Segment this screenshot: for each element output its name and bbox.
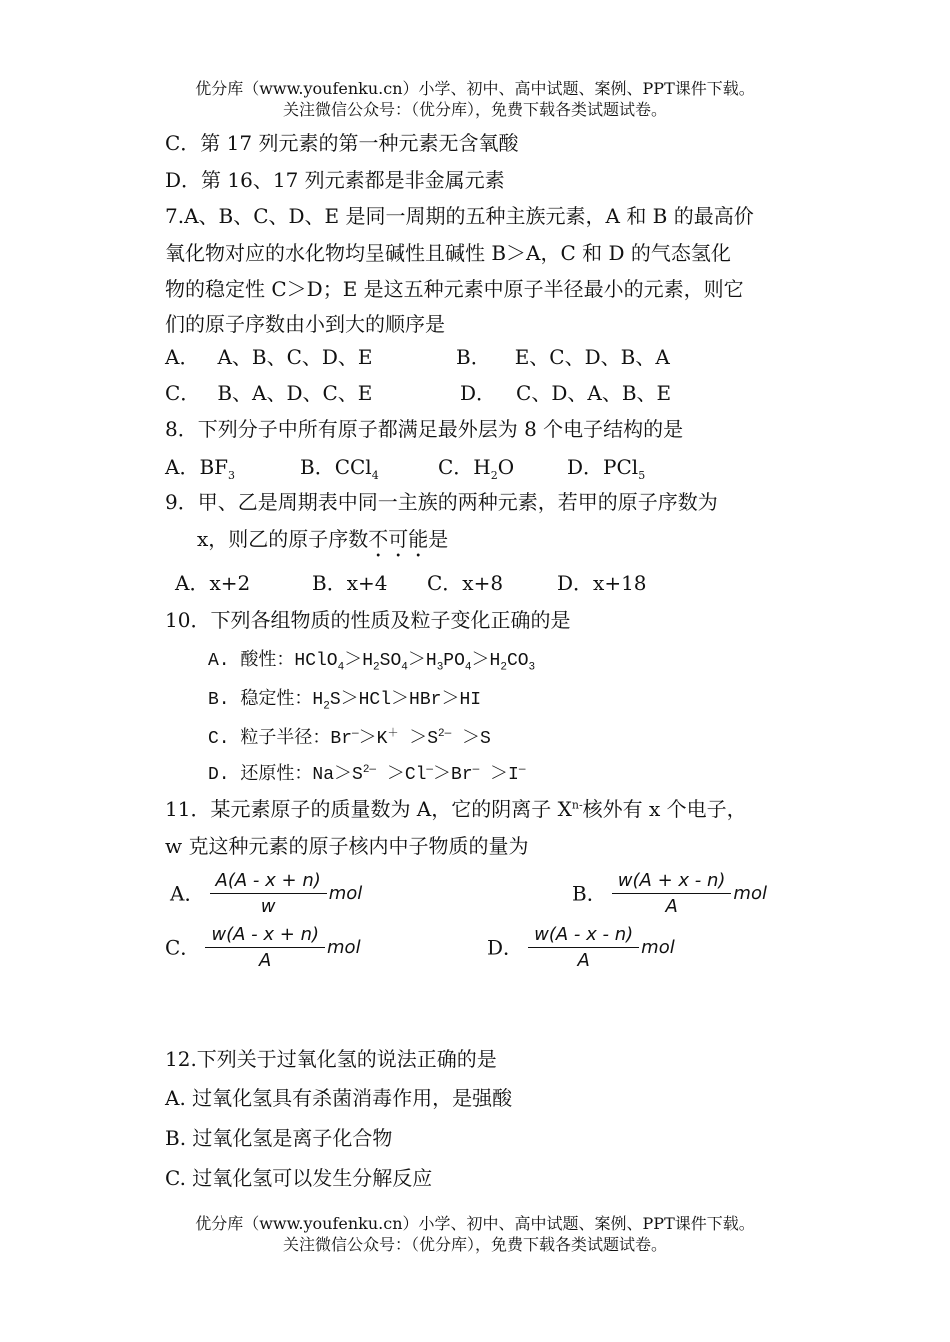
q8-option-a [165, 454, 235, 480]
q10-option-b [208, 687, 481, 713]
q10-a-part: CO [506, 651, 529, 671]
q11-option-d-fraction [528, 924, 639, 971]
q10-d-sup: — [472, 764, 480, 776]
q11-option-b-label: B． [572, 881, 607, 906]
q9-option-d: D．x+18 [557, 571, 647, 595]
q11-line1-pre: 11．某元素原子的质量数为 A，它的阴离子 X [165, 797, 572, 821]
q10-c-sup: 2— [438, 728, 452, 740]
q10-d-sup: — [518, 764, 526, 776]
q12-option-b: B. 过氧化氢是离子化合物 [165, 1126, 393, 1150]
q11-option-b-numerator: w(A + x - n) [612, 870, 732, 894]
q11-stem-line1 [165, 796, 747, 822]
q10-a-sub: 4 [337, 661, 345, 674]
q8-option-c-tail: O [497, 455, 515, 479]
q10-c-part: ＞S [398, 729, 439, 749]
q10-a-part: SO [379, 651, 402, 671]
q10-b-part: S＞HCl＞HBr＞HI [329, 690, 482, 710]
q10-c-part: C. 粒子半径：Br [208, 729, 353, 749]
q10-c-sup: — [352, 728, 359, 740]
q8-option-c-sub: 2 [490, 469, 498, 482]
q10-a-sub: 2 [373, 661, 380, 674]
q10-b-part: B. 稳定性：H [208, 690, 324, 710]
q10-a-sub: 4 [401, 661, 408, 674]
q7-option-c-label: C． [165, 381, 201, 405]
q7-option-a [165, 344, 373, 370]
q10-c-part: ＞S [451, 729, 491, 749]
q11-option-b-denominator: A [665, 896, 678, 917]
q10-d-sup: — [426, 764, 434, 776]
q10-a-sub: 4 [464, 661, 472, 674]
q11-option-a-denominator: w [260, 896, 276, 917]
q10-d-part: ＞Br [433, 765, 473, 785]
q7-option-d-text: C、D、A、B、E [516, 381, 672, 405]
q7-option-d-label: D． [460, 381, 497, 405]
q12-option-a: A. 过氧化氢具有杀菌消毒作用，是强酸 [165, 1086, 513, 1110]
q10-c-part: ＞K [358, 729, 388, 749]
q10-a-sub: 3 [528, 661, 536, 674]
q10-option-d [208, 762, 525, 788]
q12-stem: 12.下列关于过氧化氢的说法正确的是 [165, 1047, 497, 1071]
q11-option-a [170, 870, 362, 917]
q10-option-a [208, 648, 535, 674]
q9-option-a: A．x+2 [175, 571, 251, 595]
q6-option-d: D．第 16、17 列元素都是非金属元素 [165, 168, 505, 192]
q9-emphasis-text: 不可能 [368, 527, 429, 551]
q11-option-c-numerator: w(A - x + n) [205, 924, 325, 948]
q10-a-part: A. 酸性：HClO [208, 651, 338, 671]
q7-option-d [460, 380, 671, 406]
q7-stem-line4: 们的原子序数由小到大的顺序是 [165, 312, 445, 336]
q8-option-b-text: B．CCl [300, 455, 372, 479]
q11-line1-post: 核外有 x 个电子， [582, 797, 747, 821]
q10-a-part: ＞H [471, 651, 501, 671]
q8-option-d-text: D．PCl [567, 455, 639, 479]
q10-d-part: ＞Cl [376, 765, 427, 785]
q10-b-sub: 2 [323, 700, 330, 713]
q7-stem-line1: 7.A、B、C、D、E 是同一周期的五种主族元素，A 和 B 的最高价 [165, 204, 754, 228]
q8-option-c-text: C．H [438, 455, 491, 479]
q11-option-c-denominator: A [259, 950, 272, 971]
q10-stem: 10．下列各组物质的性质及粒子变化正确的是 [165, 608, 571, 632]
q12-option-c: C. 过氧化氢可以发生分解反应 [165, 1166, 433, 1190]
q7-option-b-text: E、C、D、B、A [514, 345, 670, 369]
q11-stem-line2: w 克这种元素的原子核内中子物质的量为 [165, 834, 529, 858]
q8-option-d-sub: 5 [638, 469, 646, 482]
q8-option-a-sub: 3 [228, 469, 236, 482]
q11-option-a-unit: mol [328, 883, 363, 904]
q9-option-c: C．x+8 [427, 571, 504, 595]
q10-d-part: D. 还原性：Na＞S [208, 765, 363, 785]
q11-option-b [572, 870, 767, 917]
q11-option-c [165, 924, 361, 971]
q8-stem: 8．下列分子中所有原子都满足最外层为 8 个电子结构的是 [165, 417, 684, 441]
q7-stem-line3: 物的稳定性 C＞D；E 是这五种元素中原子半径最小的元素，则它 [165, 277, 744, 301]
q10-a-part: ＞H [344, 651, 374, 671]
q9-option-b: B．x+4 [312, 571, 388, 595]
q8-option-b-sub: 4 [371, 469, 379, 482]
q11-option-d-unit: mol [641, 937, 675, 958]
q9-line2-pre: x，则乙的原子序数 [197, 527, 369, 551]
q11-option-c-unit: mol [327, 937, 361, 958]
q11-option-c-fraction [205, 924, 325, 971]
q11-option-d [487, 924, 675, 971]
q10-d-sup: 2— [362, 764, 377, 776]
q10-c-sup: ＋ [387, 728, 399, 740]
q7-option-b [456, 344, 670, 370]
q11-option-a-numerator: A(A - x + n) [210, 870, 327, 894]
q6-option-c: C．第 17 列元素的第一种元素无含氧酸 [165, 131, 519, 155]
q9-line2-post: 是 [428, 527, 449, 551]
page-header-line1: 优分库（www.youfenku.cn）小学、初中、高中试题、案例、PPT课件下载。 [195, 79, 755, 98]
q10-a-sub: 3 [436, 661, 444, 674]
q8-option-a-text: A．BF [165, 455, 229, 479]
q7-option-a-text: A、B、C、D、E [217, 345, 373, 369]
q10-option-c [208, 726, 491, 752]
q10-a-part: ＞H [407, 651, 437, 671]
q7-option-b-label: B． [456, 345, 491, 369]
q8-option-d [567, 454, 645, 480]
q11-option-d-label: D． [487, 935, 524, 960]
q11-charge-sup: n- [571, 798, 583, 812]
q11-option-b-fraction [612, 870, 732, 917]
page-header-line2: 关注微信公众号：（优分库），免费下载各类试题试卷。 [282, 100, 667, 119]
q10-a-part: PO [443, 651, 465, 671]
q8-option-c [438, 454, 514, 480]
q9-stem-line1: 9．甲、乙是周期表中同一主族的两种元素，若甲的原子序数为 [165, 490, 718, 514]
q11-option-d-denominator: A [577, 950, 590, 971]
q11-option-c-label: C． [165, 935, 201, 960]
page-footer-line2: 关注微信公众号：（优分库），免费下载各类试题试卷。 [282, 1235, 667, 1254]
q10-d-part: ＞I [479, 765, 519, 785]
q11-option-d-numerator: w(A - x - n) [528, 924, 639, 948]
q11-option-a-fraction [210, 870, 327, 917]
q7-option-a-label: A． [165, 345, 200, 369]
q11-option-a-label: A． [170, 881, 205, 906]
q7-option-c-text: B、A、D、C、E [217, 381, 373, 405]
q9-stem-line2 [197, 526, 448, 562]
q10-a-sub: 2 [500, 661, 507, 674]
q7-stem-line2: 氧化物对应的水化物均呈碱性且碱性 B＞A，C 和 D 的气态氢化 [165, 241, 731, 265]
q7-option-c [165, 380, 372, 406]
q8-option-b [300, 454, 379, 480]
q11-option-b-unit: mol [733, 883, 767, 904]
page-footer-line1: 优分库（www.youfenku.cn）小学、初中、高中试题、案例、PPT课件下载。 [195, 1214, 755, 1233]
